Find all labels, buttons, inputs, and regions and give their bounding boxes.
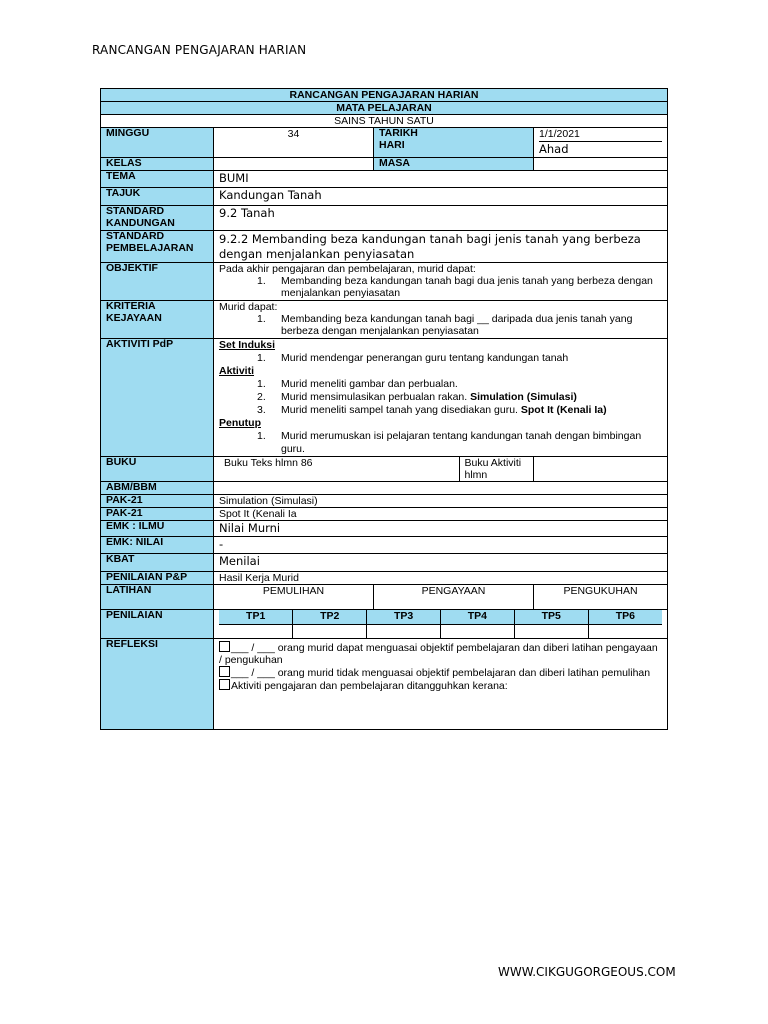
aktiviti-item-2-method: Simulation (Simulasi): [470, 391, 577, 403]
tajuk-value[interactable]: Kandungan Tanah: [214, 188, 668, 206]
tp-value-1[interactable]: [219, 624, 293, 638]
objektif-label: OBJEKTIF: [101, 263, 214, 301]
emk-ilmu-value[interactable]: Nilai Murni: [214, 521, 668, 537]
emk-nilai-label: EMK: NILAI: [101, 537, 214, 554]
refleksi-cell[interactable]: [214, 639, 668, 730]
kbat-value[interactable]: Menilai: [214, 554, 668, 572]
tarikh-hari-values: [534, 128, 668, 158]
kelas-value[interactable]: [214, 158, 374, 171]
penilaian-label: PENILAIAN: [101, 610, 214, 639]
hari-label: HARI: [379, 138, 405, 151]
rph-form-table: [100, 88, 668, 730]
kriteria-intro: Murid dapat:: [219, 301, 278, 313]
buku-aktiviti[interactable]: Buku Aktiviti hlmn: [459, 457, 528, 481]
tp-header-1: TP1: [219, 610, 293, 624]
checkbox-3[interactable]: [219, 679, 230, 690]
standard-pembelajaran-value[interactable]: 9.2.2 Membanding beza kandungan tanah bagi jenis tanah yang berbeza dengan menjalankan penyiasatan: [214, 231, 668, 263]
standard-pembelajaran-label-line2: PEMBELAJARAN: [106, 241, 194, 254]
buku-extra[interactable]: [534, 457, 668, 482]
induksi-item-number: 1.: [257, 352, 266, 364]
buku-label: BUKU: [101, 457, 214, 482]
objektif-item: [219, 275, 662, 299]
tp-value-4[interactable]: [440, 624, 514, 638]
checkbox-2[interactable]: [219, 666, 230, 677]
abm-label: ABM/BBM: [101, 482, 214, 495]
aktiviti-item-1-text: Murid meneliti gambar dan perbualan.: [281, 378, 458, 390]
latihan-label: LATIHAN: [101, 585, 214, 610]
pak21-value-1[interactable]: Simulation (Simulasi): [214, 495, 668, 508]
standard-pembelajaran-label-line1: STANDARD: [106, 230, 165, 242]
kriteria-label-line2: KEJAYAAN: [106, 311, 162, 324]
kbat-label: KBAT: [101, 554, 214, 572]
masa-value[interactable]: [534, 158, 668, 171]
refleksi-line-1: [219, 641, 662, 666]
buku-cell: [214, 457, 534, 482]
objektif-item-number: 1.: [257, 275, 266, 287]
kelas-label: KELAS: [101, 158, 214, 171]
standard-kandungan-label: [101, 206, 214, 231]
standard-kandungan-value[interactable]: 9.2 Tanah: [214, 206, 668, 231]
abm-value[interactable]: [214, 482, 668, 495]
pak21-value-2[interactable]: Spot It (Kenali Ia: [214, 508, 668, 521]
penilaian-pdp-label: PENILAIAN P&P: [101, 572, 214, 585]
kriteria-cell[interactable]: [214, 301, 668, 339]
tp-header-6: TP6: [588, 610, 662, 624]
tajuk-label: TAJUK: [101, 188, 214, 206]
buku-teks[interactable]: Buku Teks hlmn 86: [224, 457, 313, 469]
tema-label: TEMA: [101, 171, 214, 188]
aktiviti-cell[interactable]: [214, 339, 668, 457]
refleksi-line-3: [219, 679, 662, 692]
aktiviti-heading: Aktiviti: [219, 365, 255, 377]
objektif-cell[interactable]: [214, 263, 668, 301]
aktiviti-item-1-number: 1.: [257, 378, 266, 390]
refleksi-text-2: ___ / ___ orang murid tidak menguasai objektif pembelajaran dan diberi latihan pemulihan: [231, 667, 651, 679]
tp-value-6[interactable]: [588, 624, 662, 638]
aktiviti-item-3-method: Spot It (Kenali Ia): [520, 404, 607, 416]
minggu-value[interactable]: 34: [214, 128, 374, 158]
aktiviti-pdp-label: AKTIVITI PdP: [101, 339, 214, 457]
penilaian-pdp-value[interactable]: Hasil Kerja Murid: [214, 572, 668, 585]
induksi-item-text: Murid mendengar penerangan guru tentang kandungan tanah: [281, 352, 569, 364]
tp-header-5: TP5: [514, 610, 588, 624]
tp-header-4: TP4: [440, 610, 514, 624]
page-footer: WWW.CIKGUGORGEOUS.COM: [498, 965, 676, 979]
penutup-item-text: Murid merumuskan isi pelajaran tentang kandungan tanah dengan bimbingan guru.: [281, 430, 642, 455]
tp-value-2[interactable]: [293, 624, 367, 638]
latihan-pemulihan[interactable]: PEMULIHAN: [214, 585, 374, 610]
objektif-intro: Pada akhir pengajaran dan pembelajaran, murid dapat:: [219, 263, 476, 275]
tarikh-label: TARIKH: [379, 127, 418, 139]
standard-pembelajaran-label: [101, 231, 214, 263]
pak21-label-1: PAK-21: [101, 495, 214, 508]
tp-header-2: TP2: [293, 610, 367, 624]
aktiviti-item-2: [219, 391, 662, 404]
emk-nilai-value[interactable]: -: [214, 537, 668, 554]
objektif-item-text: Membanding beza kandungan tanah bagi dua jenis tanah yang berbeza dengan menjalankan penyiasatan: [281, 275, 653, 299]
aktiviti-item-2-number: 2.: [257, 391, 266, 403]
aktiviti-item-3: [219, 404, 662, 417]
penutup-item: [219, 430, 662, 456]
kriteria-kejayaan-label: [101, 301, 214, 339]
tema-value[interactable]: BUMI: [214, 171, 668, 188]
kriteria-item-text: Membanding beza kandungan tanah bagi __ daripada dua jenis tanah yang berbeza dengan menjalankan penyiasatan: [281, 313, 633, 337]
emk-ilmu-label: EMK : ILMU: [101, 521, 214, 537]
tp-value-3[interactable]: [367, 624, 441, 638]
form-title: RANCANGAN PENGAJARAN HARIAN: [101, 89, 668, 102]
refleksi-text-1: ___ / ___ orang murid dapat menguasai objektif pembelajaran dan diberi latihan pengayaan / pengukuhan: [219, 642, 658, 666]
page-header: RANCANGAN PENGAJARAN HARIAN: [92, 43, 307, 57]
aktiviti-item-2-text: Murid mensimulasikan perbualan rakan.: [281, 391, 468, 403]
checkbox-1[interactable]: [219, 641, 230, 652]
minggu-label: MINGGU: [101, 128, 214, 158]
set-induksi-heading: Set Induksi: [219, 339, 276, 351]
refleksi-label: REFLEKSI: [101, 639, 214, 730]
latihan-pengukuhan[interactable]: PENGUKUHAN: [534, 585, 668, 610]
refleksi-line-2: [219, 666, 662, 679]
aktiviti-item-3-number: 3.: [257, 404, 266, 416]
tp-grid: [214, 610, 668, 639]
penutup-heading: Penutup: [219, 417, 261, 429]
tarikh-value[interactable]: 1/1/2021: [539, 128, 662, 142]
aktiviti-item-3-text: Murid meneliti sampel tanah yang disediakan guru.: [281, 404, 518, 416]
hari-value[interactable]: Ahad: [539, 142, 569, 156]
kriteria-item: [219, 313, 662, 337]
masa-label: MASA: [374, 158, 534, 171]
tp-value-5[interactable]: [514, 624, 588, 638]
tp-header-3: TP3: [367, 610, 441, 624]
penutup-item-number: 1.: [257, 430, 266, 442]
pak21-label-2: PAK-21: [101, 508, 214, 521]
form-subtitle: MATA PELAJARAN: [101, 102, 668, 115]
kriteria-label-line1: KRITERIA: [106, 300, 156, 312]
tarikh-hari-label: [374, 128, 534, 158]
standard-kandungan-label-line1: STANDARD: [106, 205, 165, 217]
latihan-pengayaan[interactable]: PENGAYAAN: [374, 585, 534, 610]
subject-name: SAINS TAHUN SATU: [101, 115, 668, 128]
standard-kandungan-label-line2: KANDUNGAN: [106, 216, 175, 229]
kriteria-item-number: 1.: [257, 313, 266, 325]
aktiviti-item-1: [219, 378, 662, 391]
refleksi-text-3: Aktiviti pengajaran dan pembelajaran ditangguhkan kerana:: [231, 680, 508, 692]
induksi-item: [219, 352, 662, 365]
